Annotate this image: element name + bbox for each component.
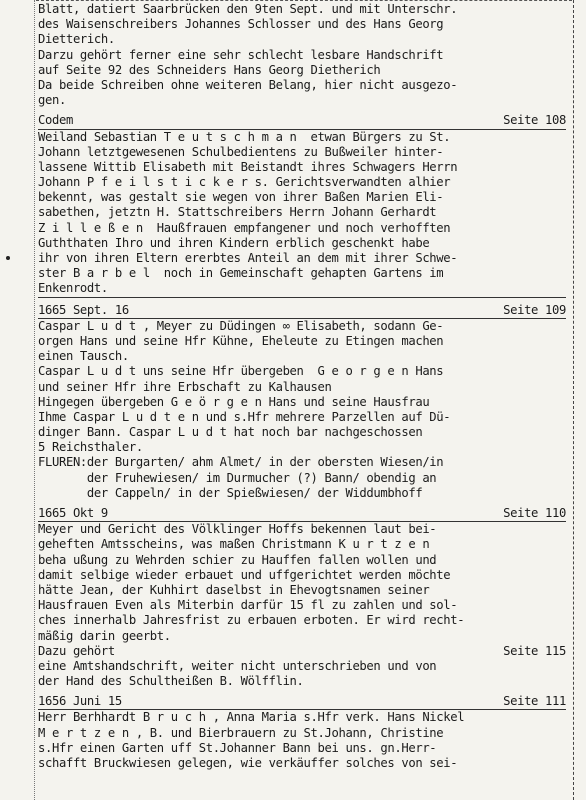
entry-date: Codem	[38, 113, 73, 128]
text-line: schafft Bruckwiesen gelegen, wie verkäuffer solches von sei-	[38, 756, 458, 770]
text-line: gen.	[38, 93, 66, 108]
text-line: sabethen, jetztn H. Stattschreibers Herrn Johann Gerhardt	[38, 205, 437, 220]
entry-block	[38, 506, 566, 689]
text-line: eine Amtshandschrift, weiter nicht unterschrieben und von	[38, 658, 437, 673]
entry-page-ref: Seite 108	[503, 113, 566, 128]
text-line: Herr Berhhardt B r u c h , Anna Maria s.Hfr verk. Hans Nickel	[38, 710, 465, 725]
entry-header	[38, 113, 566, 129]
text-line: lassene Wittib Elisabeth mit Beistandt ihres Schwagers Herrn	[38, 159, 458, 174]
intro-block	[38, 2, 566, 108]
text-line: auf Seite 92 des Schneiders Hans Georg Dietherich	[38, 62, 381, 77]
text-line: hätte Jean, der Kuhhirt daselbst in Ehevogtsnamen seiner	[38, 582, 430, 597]
text-line: bekennt, was gestalt sie wegen von ihrer Baßen Marien Eli-	[38, 190, 444, 205]
entry-subheader	[38, 644, 566, 659]
entry-page-ref: Seite 111	[503, 694, 566, 709]
entry-header	[38, 303, 566, 319]
text-line: Z i l l e ß e n Haußfrauen empfangener und noch verhofften	[38, 220, 451, 235]
text-line: der Hand des Schultheißen B. Wölfflin.	[38, 674, 304, 689]
text-line: ihr von ihren Eltern ererbtes Anteil an dem mit ihrer Schwe-	[38, 251, 458, 265]
text-line: Hingegen übergeben G e ö r g e n Hans und seine Hausfrau	[38, 394, 430, 409]
text-line: orgen Hans und seine Hfr Kühne, Eheleute zu Etingen machen	[38, 333, 444, 348]
entry-date: 1656 Juni 15	[38, 694, 122, 709]
text-line: Weiland Sebastian T e u t s c h m a n etwan Bürgers zu St.	[38, 129, 451, 144]
text-line: FLUREN:der Burgarten/ ahm Almet/ in der obersten Wiesen/in	[38, 455, 444, 470]
text-line: Hausfrauen Even als Miterbin darfür 15 fl zu zahlen und sol-	[38, 598, 458, 613]
text-line: Meyer und Gericht des Völklinger Hoffs bekennen laut bei-	[38, 522, 437, 537]
entry-block	[38, 303, 566, 501]
entry-header	[38, 506, 566, 522]
text-line: Enkenrodt.	[38, 281, 566, 297]
text-line: Ihme Caspar L u d t e n und s.Hfr mehrere Parzellen auf Dü-	[38, 409, 451, 424]
text-line: dinger Bann. Caspar L u d t hat noch bar nachgeschossen	[38, 425, 423, 440]
entry-page-ref: Seite 109	[503, 302, 566, 317]
entry-date: 1665 Okt 9	[38, 506, 108, 520]
text-line: ster B a r b e l noch in Gemeinschaft gehapten Gartens im	[38, 266, 444, 281]
document-text	[38, 2, 566, 771]
text-line: und seiner Hfr ihre Erbschaft zu Kalhausen	[38, 379, 332, 394]
text-line: mäßig darin geerbt.	[38, 628, 171, 643]
text-line: Johann P f e i l s t i c k e r s. Gerichtsverwandten alhier	[38, 175, 451, 190]
text-line: Dietterich.	[38, 32, 115, 47]
entry-block	[38, 694, 566, 771]
subentry-page-ref: Seite 115	[503, 643, 566, 658]
text-line: des Waisenschreibers Johannes Schlosser und des Hans Georg	[38, 17, 444, 32]
subentry-label: Dazu gehört	[38, 643, 115, 658]
text-line: Da beide Schreiben ohne weiteren Belang, hier nicht ausgezo-	[38, 77, 458, 92]
text-line: einen Tausch.	[38, 349, 129, 364]
text-line: 5 Reichsthaler.	[38, 440, 143, 455]
text-line: beha ußung zu Wehrden schier zu Hauffen fallen wollen und	[38, 552, 437, 567]
text-line: s.Hfr einen Garten uff St.Johanner Bann bei uns. gn.Herr-	[38, 740, 437, 755]
entry-date: 1665 Sept. 16	[38, 302, 129, 317]
text-line: Caspar L u d t uns seine Hfr übergeben G e o r g e n Hans	[38, 364, 444, 379]
text-line: der Cappeln/ in der Spießwiesen/ der Widdumbhoff	[38, 485, 423, 500]
text-line: Guththaten Ihro und ihren Kindern erblich geschenkt habe	[38, 235, 430, 250]
entry-header	[38, 694, 566, 710]
text-line: Darzu gehört ferner eine sehr schlecht lesbare Handschrift	[38, 47, 444, 62]
text-line: Caspar L u d t , Meyer zu Düdingen ∞ Elisabeth, sodann Ge-	[38, 318, 444, 333]
text-line: Blatt, datiert Saarbrücken den 9ten Sept. und mit Unterschr.	[38, 2, 458, 16]
entry-block	[38, 113, 566, 297]
entry-page-ref: Seite 110	[503, 506, 566, 520]
punch-hole-mark	[6, 256, 10, 260]
text-line: Johann letztgewesenen Schulbedientens zu Bußweiler hinter-	[38, 144, 444, 159]
text-line: geheften Amtsscheins, was maßen Christmann K u r t z e n	[38, 537, 430, 552]
text-line: damit selbige wieder erbauet und uffgerichtet werden möchte	[38, 567, 451, 582]
text-line: der Fruhewiesen/ im Durmucher (?) Bann/ obendig an	[38, 470, 437, 485]
page-frame-left	[34, 0, 35, 800]
page-frame-top	[36, 0, 572, 1]
text-line: ches innerhalb Jahresfrist zu erbauen erboten. Er wird recht-	[38, 613, 465, 628]
page-frame-right	[573, 0, 574, 800]
text-line: M e r t z e n , B. und Bierbrauern zu St.Johann, Christine	[38, 725, 444, 740]
